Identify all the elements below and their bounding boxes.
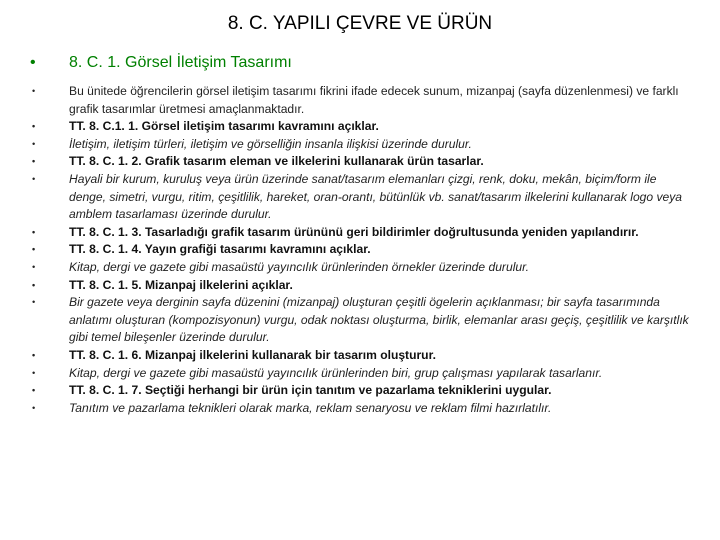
list-item: [30, 259, 690, 277]
item-text: Hayali bir kurum, kuruluş veya ürün üzerinde sanat/tasarım elemanları çizgi, renk, doku, mekân, biçim/form ile denge, simetri, vurgu, ritim, çeşitlilik, hareket, oran-orantı, bütünlük vb. sanat/tasarım ilkelerini kullanarak logo veya amblem tasarlaması üzerinde durulur.: [69, 171, 683, 222]
item-text: Kitap, dergi ve gazete gibi masaüstü yayıncılık ürünlerinden örnekler üzerinde durulur.: [69, 259, 530, 274]
list-item: [30, 294, 690, 347]
item-text: TT. 8. C. 1. 6. Mizanpaj ilkelerini kullanarak bir tasarım oluşturur.: [69, 347, 436, 362]
list-item: [30, 136, 690, 154]
bullet: •: [32, 86, 36, 96]
bullet: •: [32, 297, 36, 308]
bullet: •: [32, 385, 36, 396]
item-text: Bir gazete veya derginin sayfa düzenini (mizanpaj) oluşturan çeşitli ögelerin açıklanması; bir sayfa tasarımında anlatımı oluşturan (kompozisyonun) vurgu, odak noktası oluşturma, birlik, elemanlar arası geçiş, çeşitlilik ve karşıtlık gibi temel bileşenler üzerinde durulur.: [69, 295, 689, 345]
bullet: •: [32, 349, 36, 360]
bullet: •: [32, 173, 36, 184]
bullet-list: [30, 83, 690, 417]
item-text: Tanıtım ve pazarlama teknikleri olarak marka, reklam senaryosu ve reklam filmi hazırlatılır.: [69, 400, 552, 415]
list-item: [30, 347, 690, 365]
list-item: [30, 241, 690, 259]
bullet: •: [32, 261, 36, 272]
heading-text: 8. C. 1. Görsel İletişim Tasarımı: [69, 54, 292, 71]
heading-bullet: •: [30, 54, 36, 71]
item-text: TT. 8. C. 1. 4. Yayın grafiği tasarımı kavramını açıklar.: [69, 242, 371, 257]
list-item: [30, 382, 690, 400]
list-item: [30, 224, 690, 242]
bullet: •: [32, 402, 36, 413]
list-item: [30, 171, 690, 224]
list-item: [30, 365, 690, 383]
list-item: [30, 400, 690, 418]
item-text: TT. 8. C. 1. 7. Seçtiği herhangi bir ürün için tanıtım ve pazarlama tekniklerini uygular.: [69, 383, 552, 398]
list-item: [30, 153, 690, 171]
item-text: TT. 8. C. 1. 3. Tasarladığı grafik tasarım ürününü geri bildirimler doğrultusunda yeniden yapılandırır.: [69, 224, 639, 239]
bullet: •: [32, 121, 36, 132]
list-item: [30, 83, 690, 118]
item-text: Bu ünitede öğrencilerin görsel iletişim tasarımı fikrini ifade edecek sunum, mizanpaj (sayfa düzenlenmesi) ve farklı grafik tasarımlar üretmesi amaçlanmaktadır.: [69, 84, 679, 116]
bullet: •: [32, 244, 36, 255]
list-item: [30, 277, 690, 295]
item-text: TT. 8. C. 1. 5. Mizanpaj ilkelerini açıklar.: [69, 277, 293, 292]
item-text: TT. 8. C.1. 1. Görsel iletişim tasarımı kavramını açıklar.: [69, 119, 379, 134]
bullet: •: [32, 156, 36, 167]
bullet: •: [32, 279, 36, 290]
bullet: •: [32, 367, 36, 378]
bullet: •: [32, 226, 36, 237]
item-text: TT. 8. C. 1. 2. Grafik tasarım eleman ve ilkelerini kullanarak ürün tasarlar.: [69, 154, 484, 169]
list-item: [30, 118, 690, 136]
item-text: İletişim, iletişim türleri, iletişim ve görselliğin insanla ilişkisi üzerinde durulur.: [69, 136, 472, 151]
bullet: •: [32, 138, 36, 149]
item-text: Kitap, dergi ve gazete gibi masaüstü yayıncılık ürünlerinden biri, grup çalışması yapılarak tasarlanır.: [69, 365, 603, 380]
slide-title: 8. C. YAPILI ÇEVRE VE ÜRÜN: [227, 13, 493, 34]
